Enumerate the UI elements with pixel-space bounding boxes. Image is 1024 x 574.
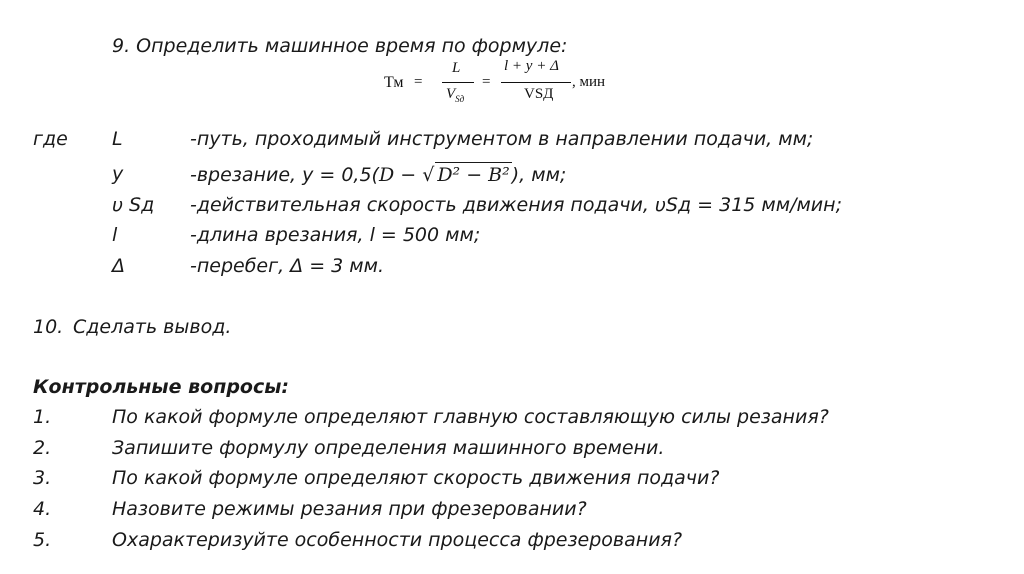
step-9-heading: 9. Определить машинное время по формуле:: [112, 35, 568, 57]
sqrt-radicand: D² − B²: [437, 164, 510, 186]
fraction-bar-2: [501, 82, 571, 83]
formula-den1: $V_{Sд}$: [446, 86, 465, 104]
question-num: 4.: [33, 498, 52, 520]
question-num: 5.: [33, 529, 52, 551]
formula-num1: L: [452, 60, 461, 76]
symbol-L: L: [112, 128, 123, 150]
formula-unit: , мин: [572, 74, 606, 90]
desc-delta: -перебег, Δ = 3 мм.: [190, 255, 385, 277]
symbol-delta: Δ: [112, 255, 125, 277]
desc-vsd: -действительная скорость движения подачи, υSд = 315 мм/мин;: [190, 194, 842, 216]
question-text: По какой формуле определяют главную составляющую силы резания?: [112, 406, 829, 428]
formula-den2: VSД: [524, 86, 554, 102]
question-num: 1.: [33, 406, 52, 428]
formula-eq1: =: [414, 74, 423, 90]
symbol-vsd: υ Sд: [112, 194, 155, 216]
question-text: Запишите формулу определения машинного времени.: [112, 437, 665, 459]
desc-l: -длина врезания, l = 500 мм;: [190, 224, 481, 246]
symbol-l: l: [112, 224, 118, 246]
question-text: Охарактеризуйте особенности процесса фрезерования?: [112, 529, 683, 551]
machine-time-formula: [384, 58, 644, 106]
fraction-bar-1: [442, 82, 474, 83]
question-num: 2.: [33, 437, 52, 459]
question-num: 3.: [33, 467, 52, 489]
where-label: где: [33, 128, 68, 150]
symbol-y: y: [112, 163, 124, 185]
question-text: По какой формуле определяют скорость движения подачи?: [112, 467, 720, 489]
step-10-text: Сделать вывод.: [73, 316, 232, 338]
question-text: Назовите режимы резания при фрезеровании?: [112, 498, 587, 520]
questions-title: Контрольные вопросы:: [33, 376, 290, 398]
desc-y: -врезание, у = 0,5(D − √ D² − B² ), мм;: [190, 164, 567, 186]
desc-L: -путь, проходимый инструментом в направлении подачи, мм;: [190, 128, 814, 150]
formula-lhs: Тм: [384, 74, 404, 91]
formula-num2: l + y + Δ: [504, 58, 559, 74]
formula-eq2: =: [482, 74, 491, 90]
step-10-num: 10.: [33, 316, 64, 338]
